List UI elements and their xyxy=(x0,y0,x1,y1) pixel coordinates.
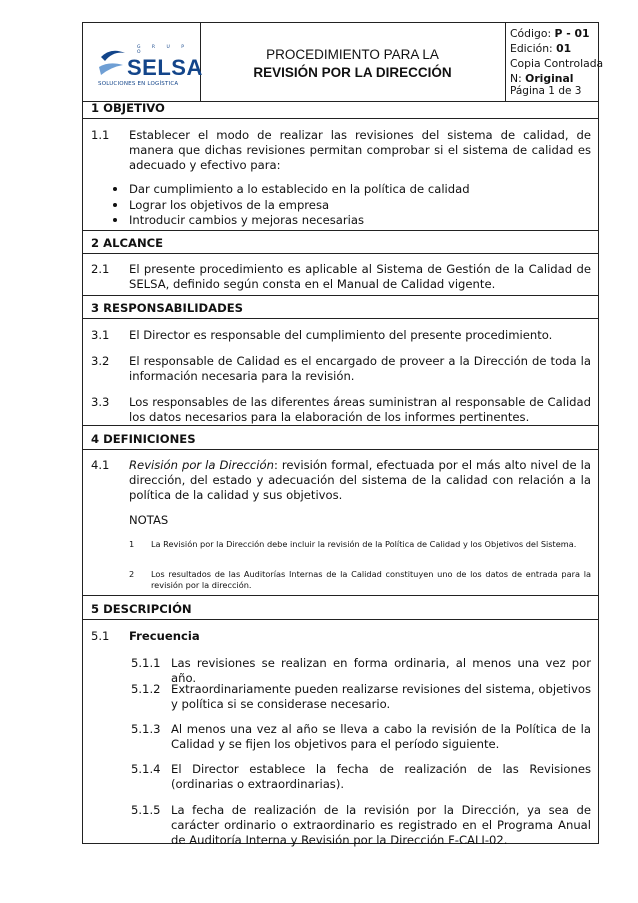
item-5-1-4-text: El Director establece la fecha de realización de las Revisiones (ordinarias o extraordinarias). xyxy=(171,762,591,791)
document-title-line2: REVISIÓN POR LA DIRECCIÓN xyxy=(253,65,452,80)
para-3-3-text: Los responsables de las diferentes áreas suministran al responsable de Calidad los datos necesarios para la elaboración de los informes pertinentes. xyxy=(129,395,591,424)
nota-1-number: 1 xyxy=(129,539,135,549)
item-5-1-4-number: 5.1.4 xyxy=(131,762,161,776)
para-5-1-number: 5.1 xyxy=(91,629,110,643)
section-1-heading: 1 OBJETIVO xyxy=(91,101,165,115)
nota-2-number: 2 xyxy=(129,569,135,579)
divider xyxy=(83,449,598,450)
divider xyxy=(83,253,598,254)
definition-term: Revisión por la Dirección xyxy=(129,458,274,472)
selsa-swoosh-icon xyxy=(97,47,127,79)
item-5-1-1-text: Las revisiones se realizan en forma ordinaria, al menos una vez por año. xyxy=(171,656,591,685)
copia-line: Copia Controlada xyxy=(510,57,604,70)
divider xyxy=(83,425,598,426)
para-3-2-text: El responsable de Calidad es el encargado de proveer a la Dirección de toda la información necesaria para la revisión. xyxy=(129,354,591,383)
divider xyxy=(83,118,598,119)
item-5-1-5-text: La fecha de realización de la revisión por la Dirección, ya sea de carácter ordinario o extraordinario es registrado en el Programa Anual de Auditoría Interna y Revisión por la Dirección F-CALI-02. xyxy=(171,803,591,847)
section-4-heading: 4 DEFINICIONES xyxy=(91,432,196,446)
nota-1-text: La Revisión por la Dirección debe incluir la revisión de la Política de Calidad y los Objetivos del Sistema. xyxy=(151,539,577,549)
document-page xyxy=(82,22,604,847)
section-2-heading: 2 ALCANCE xyxy=(91,236,164,250)
para-4-1-text xyxy=(129,458,591,503)
codigo-value: P - 01 xyxy=(554,27,590,40)
logo-cell xyxy=(83,23,201,101)
divider xyxy=(83,318,598,319)
notas-label: NOTAS xyxy=(129,513,169,527)
divider xyxy=(83,595,598,596)
definition-text: : revisión formal, efectuada por el más alto nivel de la dirección, del estado y adecuación del sistema de la calidad con relación a la política de la calidad y sus objetivos. xyxy=(129,458,591,502)
para-4-1-number: 4.1 xyxy=(91,458,110,472)
section-3-heading: 3 RESPONSABILIDADES xyxy=(91,301,244,315)
n-label: N: xyxy=(510,72,526,85)
document-meta-cell xyxy=(505,23,604,101)
edicion-label: Edición: xyxy=(510,42,557,55)
bullet-item-3: Introducir cambios y mejoras necesarias xyxy=(129,213,364,227)
bullet-dot xyxy=(113,203,117,207)
document-title-line1: PROCEDIMIENTO PARA LA xyxy=(266,47,439,62)
para-3-2-number: 3.2 xyxy=(91,354,110,368)
para-3-1-text: El Director es responsable del cumplimiento del presente procedimiento. xyxy=(129,328,553,342)
edicion-value: 01 xyxy=(556,42,572,55)
para-3-1-number: 3.1 xyxy=(91,328,110,342)
bullet-item-2: Lograr los objetivos de la empresa xyxy=(129,198,330,212)
bullet-item-1: Dar cumplimiento a lo establecido en la política de calidad xyxy=(129,182,470,196)
codigo-line xyxy=(510,27,589,40)
para-3-3-number: 3.3 xyxy=(91,395,110,409)
para-2-1-text: El presente procedimiento es aplicable al Sistema de Gestión de la Calidad de SELSA, definido según consta en el Manual de Calidad vigente. xyxy=(129,262,591,291)
bullet-dot xyxy=(113,187,117,191)
n-value: Original xyxy=(525,72,574,85)
codigo-label: Código: xyxy=(510,27,555,40)
divider xyxy=(83,295,598,296)
divider xyxy=(83,619,598,620)
selsa-logo xyxy=(97,43,203,89)
title-cell xyxy=(200,23,506,101)
logo-grupo-text: G R U P O xyxy=(137,45,189,55)
para-1-1-number: 1.1 xyxy=(91,128,110,142)
section-5-heading: 5 DESCRIPCIÓN xyxy=(91,602,192,616)
para-2-1-number: 2.1 xyxy=(91,262,110,276)
edicion-line xyxy=(510,42,571,55)
pagina-line: Página 1 de 3 xyxy=(510,85,582,97)
divider xyxy=(83,230,598,231)
bullet-dot xyxy=(113,218,117,222)
para-5-1-title: Frecuencia xyxy=(129,629,200,643)
item-5-1-5-number: 5.1.5 xyxy=(131,803,161,817)
nota-2-text: Los resultados de las Auditorías Internas de la Calidad constituyen uno de los datos de entrada para la revisión por la dirección. xyxy=(151,569,591,590)
document-header xyxy=(83,23,604,102)
item-5-1-2-number: 5.1.2 xyxy=(131,682,161,696)
para-1-1-text: Establecer el modo de realizar las revisiones del sistema de calidad, de manera que dichas revisiones permitan comprobar si el sistema de calidad es adecuado y efectivo para: xyxy=(129,128,591,172)
n-line xyxy=(510,72,573,85)
item-5-1-3-number: 5.1.3 xyxy=(131,722,161,736)
item-5-1-2-text: Extraordinariamente pueden realizarse revisiones del sistema, objetivos y política si se considerase necesario. xyxy=(171,682,591,711)
logo-brand-text: SELSA xyxy=(127,55,203,80)
logo-tagline: SOLUCIONES EN LOGÍSTICA xyxy=(98,81,179,87)
item-5-1-3-text: Al menos una vez al año se lleva a cabo la revisión de la Política de la Calidad y se fijen los objetivos para el período siguiente. xyxy=(171,722,591,751)
item-5-1-1-number: 5.1.1 xyxy=(131,656,161,670)
